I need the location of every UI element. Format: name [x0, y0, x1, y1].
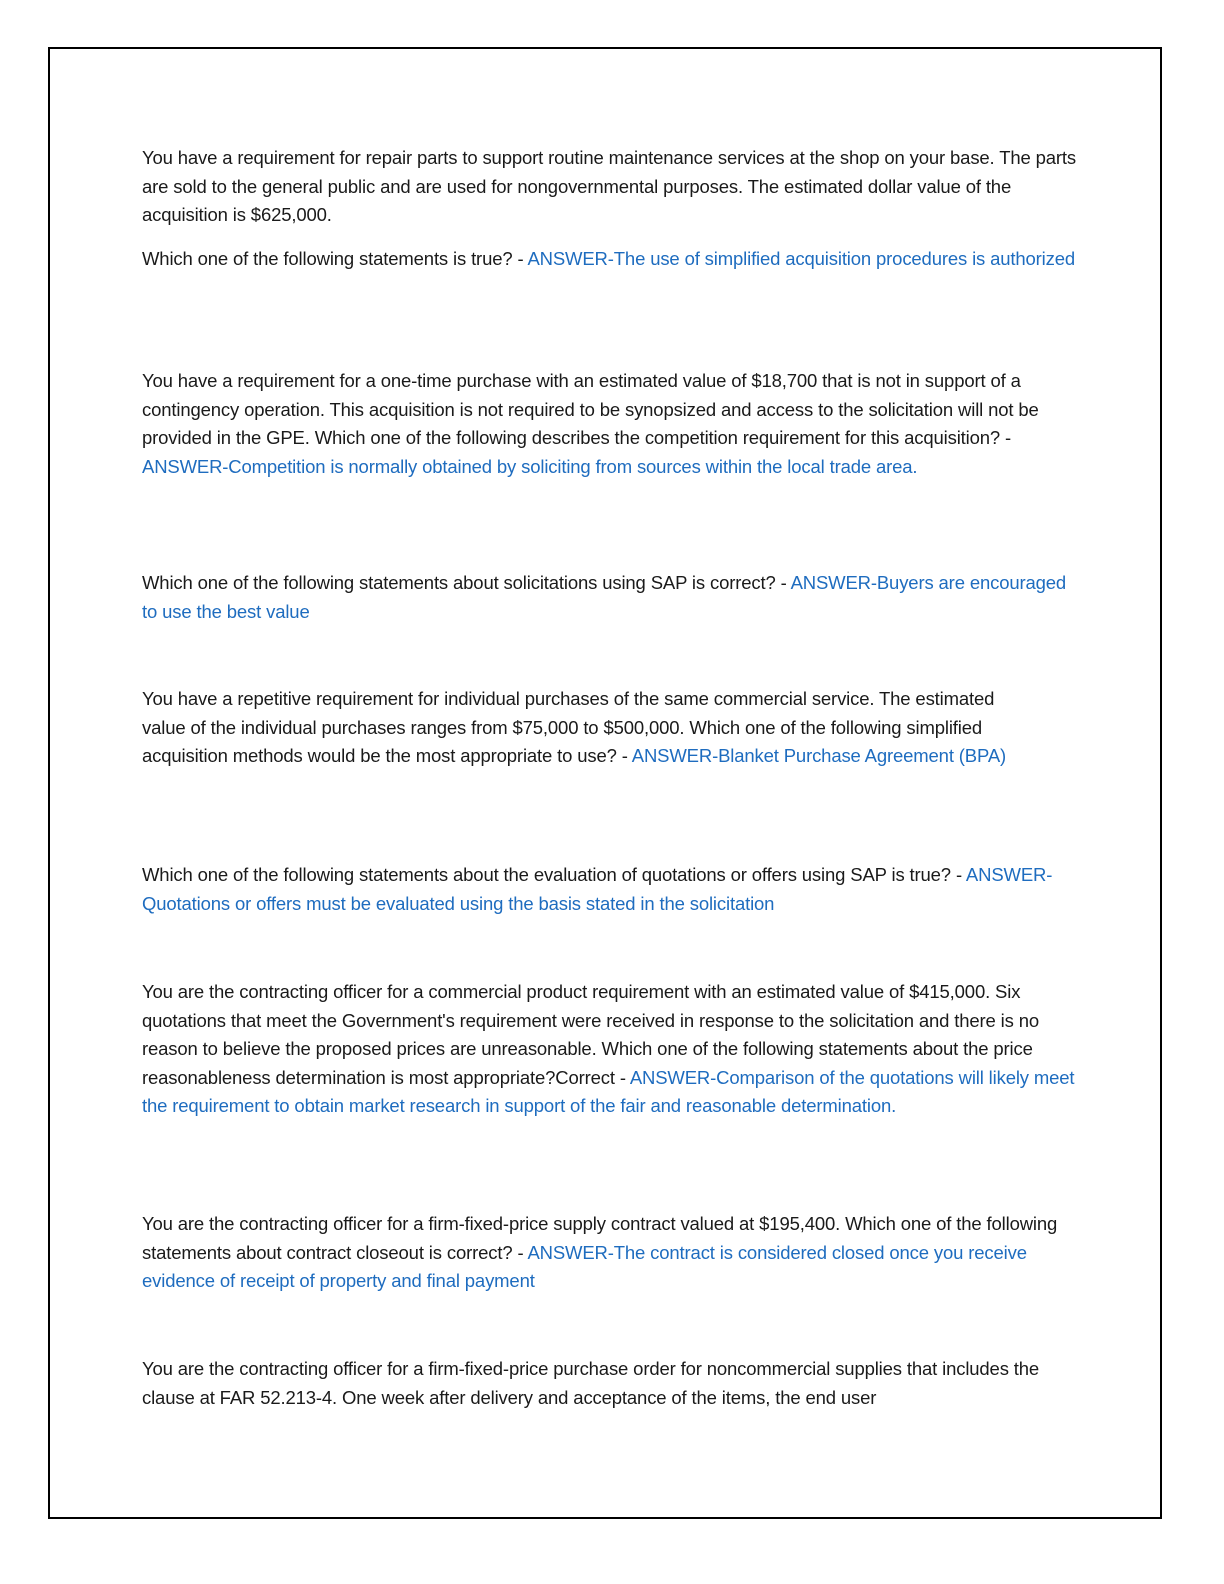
qa-item-3 [142, 569, 1082, 626]
question-text: You have a requirement for repair parts to support routine maintenance services at the shop on your base. The parts are sold to the general public and are used for nongovernmental purposes. The estimated dollar value of the acquisition is $625,000. [142, 147, 1077, 226]
question-text: Which one of the following statements about the evaluation of quotations or offers using SAP is true? - [142, 864, 966, 885]
qa-line [142, 1210, 1082, 1296]
qa-item-8 [142, 1355, 1082, 1412]
answer-text: ANSWER-Blanket Purchase Agreement (BPA) [631, 745, 1007, 767]
qa-line [142, 569, 1082, 626]
qa-line [142, 978, 1082, 1121]
qa-line [142, 861, 1082, 918]
qa-line [142, 367, 1082, 481]
answer-text: ANSWER-The contract is considered closed once you receive evidence of receipt of property and final payment [142, 1241, 1027, 1292]
question-text: You are the contracting officer for a firm-fixed-price purchase order for noncommercial supplies that includes the clause at FAR 52.213-4. One week after delivery and acceptance of the items, the end user [142, 1358, 1040, 1408]
qa-item-5 [142, 861, 1082, 918]
qa-item-1 [142, 144, 1082, 273]
answer-text: ANSWER-Quotations or offers must be evaluated using the basis stated in the solicitation [142, 864, 1053, 914]
answer-text: ANSWER-Buyers are encouraged to use the best value [142, 572, 1067, 622]
qa-line [142, 685, 1042, 771]
question-text: Which one of the following statements about solicitations using SAP is correct? - [142, 572, 791, 593]
question-text: You are the contracting officer for a commercial product requirement with an estimated value of $415,000. Six quotations that meet the Government's requirement were received in response to the solicitation and there is no reason to believe the proposed prices are unreasonable. Which one of the following statements about the price reasonableness determination is most appropriate?Correct - [142, 981, 1039, 1088]
question-text: You have a repetitive requirement for individual purchases of the same commercial service. The estimated value of the individual purchases ranges from $75,000 to $500,000. Which one of the following simplified acquisition methods would be the most appropriate to use? - [142, 688, 995, 767]
question-text: You are the contracting officer for a firm-fixed-price supply contract valued at $195,400. Which one of the following statements about contract closeout is correct? - [142, 1213, 1058, 1263]
question-text: You have a requirement for a one-time purchase with an estimated value of $18,700 that is not in support of a contingency operation. This acquisition is not required to be synopsized and access to the solicitation will not be provided in the GPE. Which one of the following describes the competition requirement for this acquisition? - [142, 370, 1039, 449]
answer-text: ANSWER-Comparison of the quotations will likely meet the requirement to obtain market research in support of the fair and reasonable determination. [142, 1066, 1075, 1117]
qa-item-6 [142, 978, 1082, 1121]
qa-item-4 [142, 685, 1042, 771]
qa-line [142, 245, 1082, 274]
question-prompt: Which one of the following statements is true? - [142, 247, 528, 269]
qa-item-2 [142, 367, 1082, 481]
answer-text: ANSWER-The use of simplified acquisition procedures is authorized [527, 247, 1076, 269]
qa-item-7 [142, 1210, 1082, 1296]
answer-text: ANSWER-Competition is normally obtained by soliciting from sources within the local trade area. [142, 455, 918, 477]
